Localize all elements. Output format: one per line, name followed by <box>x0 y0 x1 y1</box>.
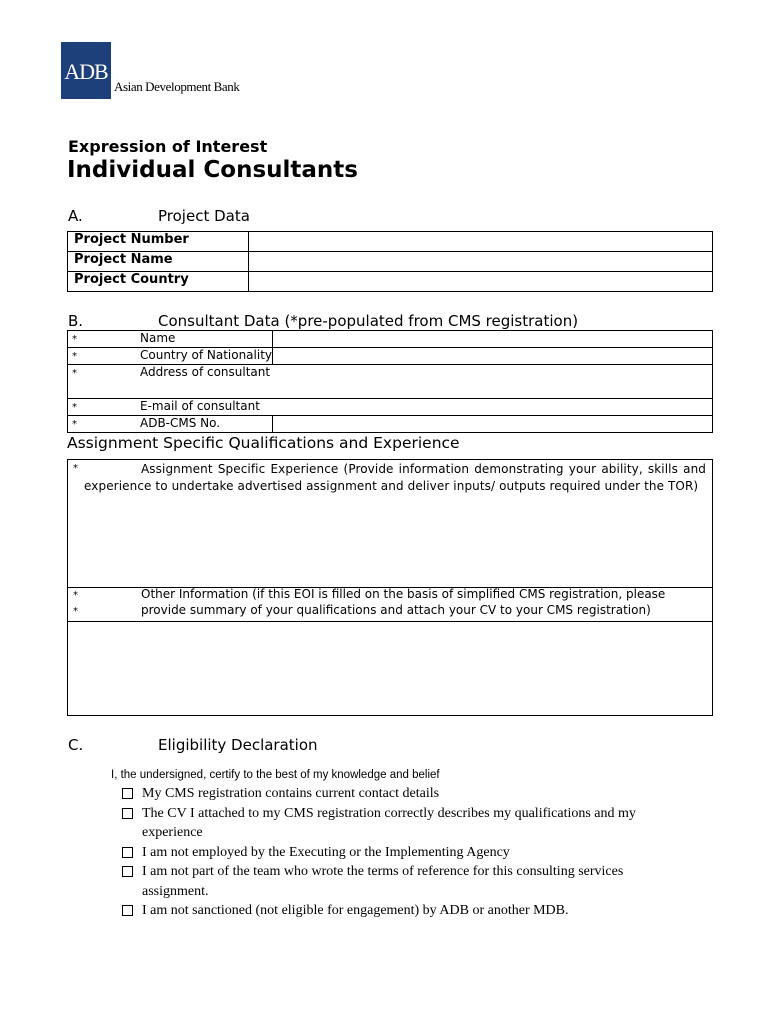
section-a-letter: A. <box>68 207 83 225</box>
email-row[interactable] <box>68 399 713 416</box>
email-label-text: E-mail of consultant <box>140 399 260 413</box>
required-marker: * <box>72 368 77 379</box>
checkbox-icon[interactable] <box>122 905 133 916</box>
checkbox-icon[interactable] <box>122 847 133 858</box>
eligibility-item-text: I am not employed by the Executing or the Implementing Agency <box>142 844 510 860</box>
logo-organization-name: Asian Development Bank <box>114 79 240 94</box>
nationality-label-text: Country of Nationality <box>140 348 273 362</box>
eligibility-checklist <box>120 784 680 921</box>
project-name-label: Project Name <box>68 252 249 272</box>
project-number-field[interactable] <box>249 232 713 252</box>
project-country-field[interactable] <box>249 272 713 292</box>
required-marker: * <box>72 419 77 430</box>
cms-number-label <box>68 416 273 433</box>
required-marker: * <box>73 590 78 601</box>
table-row <box>68 365 713 399</box>
logo-abbreviation: ADB <box>64 59 108 84</box>
table-row <box>68 416 713 433</box>
table-row <box>68 232 713 252</box>
eligibility-item-text: I am not part of the team who wrote the terms of reference for this consulting services assignment. <box>142 864 624 899</box>
required-marker: * <box>72 351 77 362</box>
required-marker: * <box>72 334 77 345</box>
project-country-label: Project Country <box>68 272 249 292</box>
consultant-data-table <box>67 330 713 433</box>
nationality-field[interactable] <box>273 348 713 365</box>
other-information-line-2: provide summary of your qualifications and attach your CV to your CMS registration) <box>141 603 651 617</box>
adb-logo <box>61 42 111 99</box>
list-item <box>120 901 680 921</box>
eligibility-item-text: The CV I attached to my CMS registration correctly describes my qualifications and my experience <box>142 805 636 840</box>
list-item <box>120 843 680 863</box>
required-marker: * <box>73 606 78 617</box>
table-row <box>68 272 713 292</box>
address-label-text: Address of consultant <box>140 365 271 379</box>
table-row <box>68 348 713 365</box>
consultant-name-label <box>68 331 273 348</box>
cms-number-label-text: ADB-CMS No. <box>140 416 221 430</box>
other-information-box[interactable] <box>67 621 713 716</box>
table-row <box>68 399 713 416</box>
list-item <box>120 862 642 901</box>
list-item <box>120 804 662 843</box>
cms-number-field[interactable] <box>273 416 713 433</box>
required-marker: * <box>72 402 77 413</box>
section-c-title: Eligibility Declaration <box>158 736 318 754</box>
other-information-header <box>67 586 713 622</box>
eligibility-item-text: My CMS registration contains current contact details <box>142 786 440 801</box>
assignment-experience-label: Assignment Specific Experience (Provide information demonstrating your ability, skills and experience to undertake advertised assignment and deliver inputs/ outputs required under the TOR) <box>84 462 706 493</box>
table-row <box>68 252 713 272</box>
consultant-name-field[interactable] <box>273 331 713 348</box>
eligibility-item-text: I am not sanctioned (not eligible for engagement) by ADB or another MDB. <box>142 903 569 918</box>
document-title: Individual Consultants <box>67 157 358 183</box>
table-row <box>68 331 713 348</box>
section-c-letter: C. <box>68 736 84 754</box>
checkbox-icon[interactable] <box>122 866 133 877</box>
project-number-label: Project Number <box>68 232 249 252</box>
section-a-title: Project Data <box>158 207 250 225</box>
document-subtitle: Expression of Interest <box>68 137 268 156</box>
checkbox-icon[interactable] <box>122 788 133 799</box>
nationality-label <box>68 348 273 365</box>
section-b-letter: B. <box>68 312 84 330</box>
list-item <box>120 784 680 804</box>
project-data-table <box>67 231 713 292</box>
consultant-name-label-text: Name <box>140 331 176 345</box>
eligibility-intro: I, the undersigned, certify to the best of my knowledge and belief <box>111 769 440 781</box>
assignment-section-title: Assignment Specific Qualifications and Experience <box>67 434 460 452</box>
project-name-field[interactable] <box>249 252 713 272</box>
address-row[interactable] <box>68 365 713 399</box>
section-b-title: Consultant Data (*pre-populated from CMS registration) <box>158 312 579 330</box>
other-information-line-1: Other Information (if this EOI is filled on the basis of simplified CMS registration, please <box>141 587 666 601</box>
assignment-experience-box[interactable] <box>67 459 713 588</box>
required-marker: * <box>73 463 78 474</box>
checkbox-icon[interactable] <box>122 808 133 819</box>
